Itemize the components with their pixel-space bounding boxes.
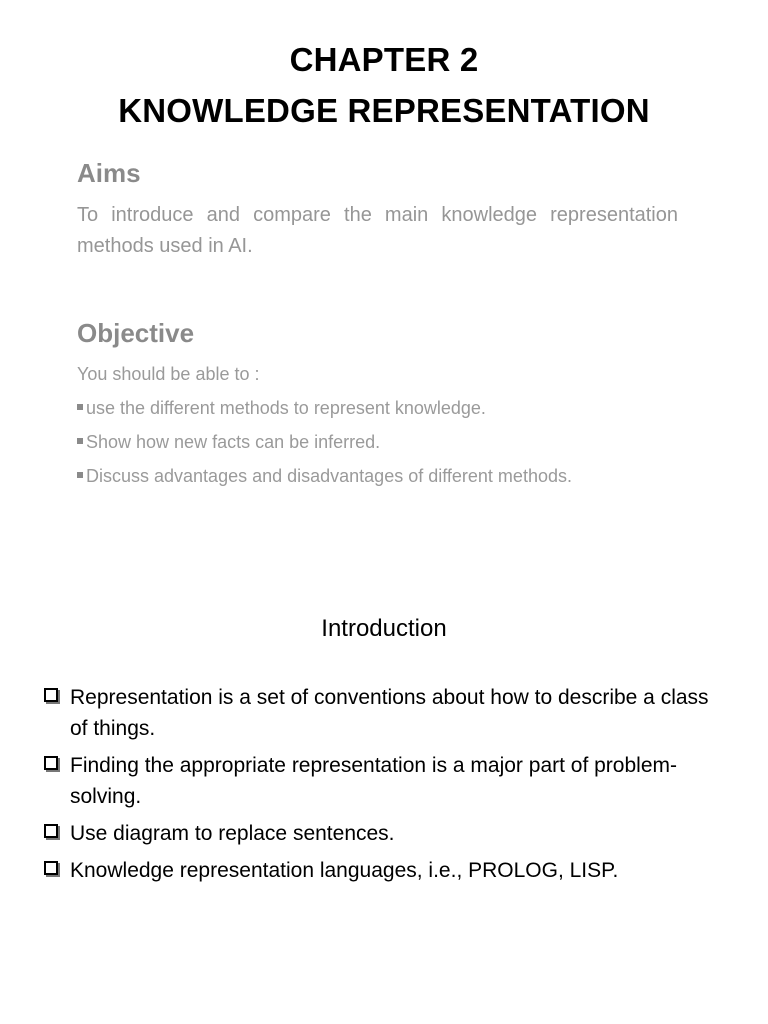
objective-intro: You should be able to : xyxy=(77,364,260,384)
list-item xyxy=(44,750,724,812)
chapter-title: KNOWLEDGE REPRESENTATION xyxy=(118,92,650,129)
objective-item-text: use the different methods to represent knowledge. xyxy=(86,398,486,418)
aims-text: To introduce and compare the main knowledge representation methods used in AI. xyxy=(77,204,678,257)
square-bullet-icon xyxy=(77,404,83,410)
introduction-heading: Introduction xyxy=(321,615,447,642)
list-item xyxy=(44,855,724,886)
checkbox-bullet-icon xyxy=(44,756,58,770)
checkbox-bullet-icon xyxy=(44,861,58,875)
list-item xyxy=(44,818,724,849)
introduction-list xyxy=(44,682,724,892)
chapter-number: CHAPTER 2 xyxy=(289,41,479,78)
objective-item-text: Discuss advantages and disadvantages of different methods. xyxy=(86,466,572,486)
objective-item xyxy=(77,464,717,498)
objective-heading: Objective xyxy=(77,318,195,348)
list-item-text: Knowledge representation languages, i.e., PROLOG, LISP. xyxy=(70,859,619,882)
checkbox-bullet-icon xyxy=(44,824,58,838)
list-item-text: Representation is a set of conventions about how to describe a class of things. xyxy=(70,686,709,740)
objective-item-text: Show how new facts can be inferred. xyxy=(86,432,381,452)
objective-list xyxy=(77,362,717,498)
list-item-text: Finding the appropriate representation is a major part of problem-solving. xyxy=(70,754,677,808)
aims-heading: Aims xyxy=(77,158,141,188)
square-bullet-icon xyxy=(77,472,83,478)
list-item-text: Use diagram to replace sentences. xyxy=(70,822,395,845)
checkbox-bullet-icon xyxy=(44,688,58,702)
list-item xyxy=(44,682,724,744)
objective-item xyxy=(77,396,717,430)
objective-item xyxy=(77,430,717,464)
square-bullet-icon xyxy=(77,438,83,444)
